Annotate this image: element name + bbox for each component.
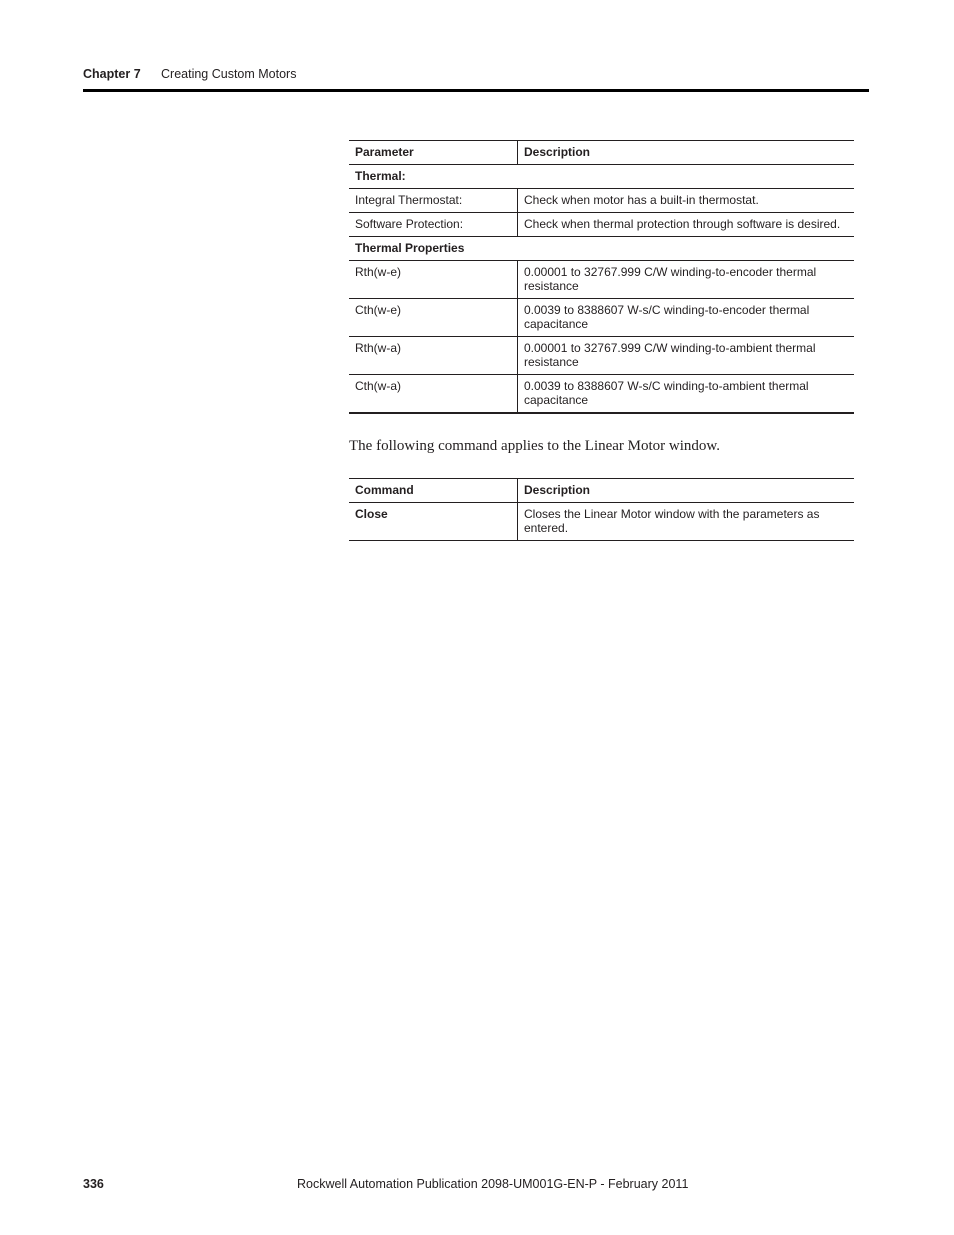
parameter-name: Software Protection: [349, 213, 518, 237]
table-row [349, 503, 854, 541]
parameter-table [349, 140, 854, 414]
parameter-name: Rth(w-a) [349, 337, 518, 375]
parameter-description: 0.0039 to 8388607 W-s/C winding-to-encoder thermal capacitance [518, 299, 855, 337]
table-row [349, 299, 854, 337]
column-header-parameter: Parameter [349, 141, 518, 165]
table-row [349, 375, 854, 414]
section-row [349, 237, 854, 261]
command-table [349, 478, 854, 541]
running-header [83, 66, 869, 82]
parameter-name: Integral Thermostat: [349, 189, 518, 213]
table-row [349, 261, 854, 299]
section-title-thermal-properties: Thermal Properties [349, 237, 854, 261]
table-row [349, 189, 854, 213]
parameter-description: Check when thermal protection through software is desired. [518, 213, 855, 237]
command-description: Closes the Linear Motor window with the parameters as entered. [518, 503, 855, 541]
table-row [349, 337, 854, 375]
parameter-description: 0.0039 to 8388607 W-s/C winding-to-ambient thermal capacitance [518, 375, 855, 414]
parameter-description: 0.00001 to 32767.999 C/W winding-to-encoder thermal resistance [518, 261, 855, 299]
parameter-name: Cth(w-a) [349, 375, 518, 414]
command-name: Close [349, 503, 518, 541]
parameter-name: Cth(w-e) [349, 299, 518, 337]
section-row [349, 165, 854, 189]
table-header-row [349, 141, 854, 165]
column-header-command: Command [349, 479, 518, 503]
table-row [349, 213, 854, 237]
chapter-title: Creating Custom Motors [161, 67, 297, 81]
table-header-row [349, 479, 854, 503]
parameter-description: 0.00001 to 32767.999 C/W winding-to-ambient thermal resistance [518, 337, 855, 375]
column-header-description: Description [518, 479, 855, 503]
section-title-thermal: Thermal: [349, 165, 854, 189]
parameter-description: Check when motor has a built-in thermostat. [518, 189, 855, 213]
parameter-name: Rth(w-e) [349, 261, 518, 299]
body-paragraph: The following command applies to the Linear Motor window. [349, 438, 721, 454]
column-header-description: Description [518, 141, 855, 165]
chapter-label: Chapter 7 [83, 67, 141, 81]
header-rule [83, 89, 869, 92]
page-number: 336 [83, 1177, 104, 1191]
publication-info: Rockwell Automation Publication 2098-UM001G-EN-P - February 2011 [297, 1177, 689, 1191]
